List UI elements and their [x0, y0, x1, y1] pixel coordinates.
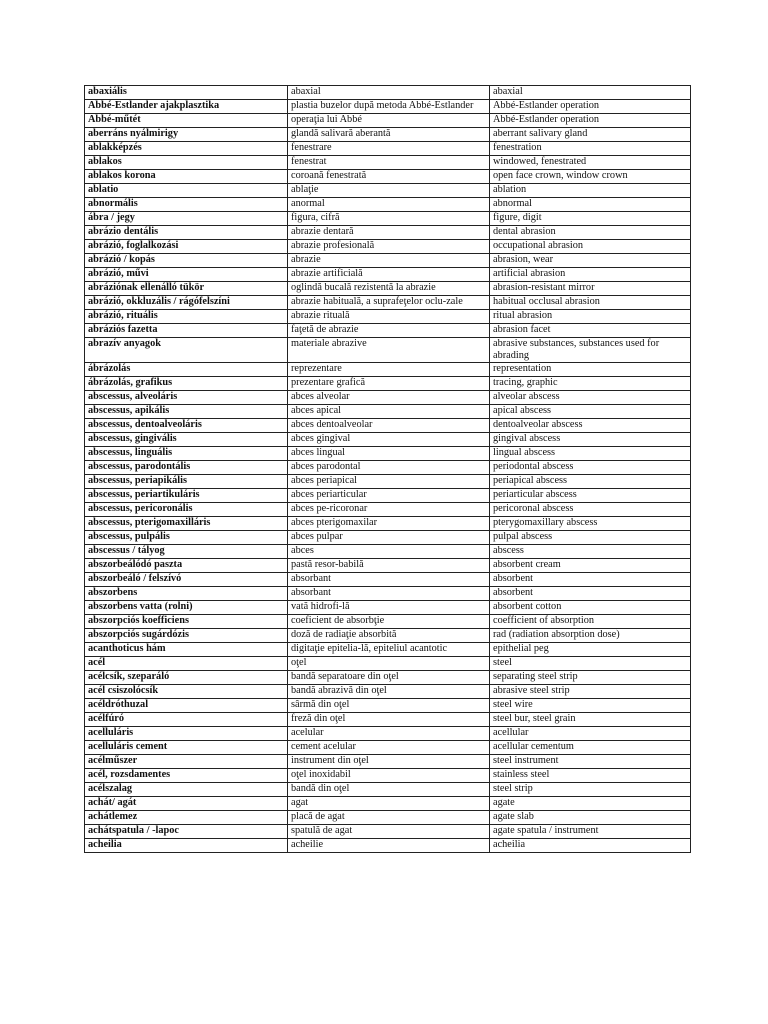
table-row — [85, 324, 691, 338]
term-english: tracing, graphic — [490, 377, 691, 391]
term-english: abrasion facet — [490, 324, 691, 338]
term-hungarian: abrázió, rituális — [85, 310, 288, 324]
table-row — [85, 671, 691, 685]
table-row — [85, 338, 691, 363]
term-hungarian: abscessus, alveoláris — [85, 391, 288, 405]
term-romanian: abrazie profesională — [288, 240, 490, 254]
term-english: dentoalveolar abscess — [490, 419, 691, 433]
term-english: Abbé-Estlander operation — [490, 100, 691, 114]
term-romanian: abaxial — [288, 86, 490, 100]
table-row — [85, 601, 691, 615]
term-english: pericoronal abscess — [490, 503, 691, 517]
term-romanian: materiale abrazive — [288, 338, 490, 363]
term-romanian: reprezentare — [288, 363, 490, 377]
term-romanian: prezentare grafică — [288, 377, 490, 391]
term-romanian: vată hidrofi-lă — [288, 601, 490, 615]
term-romanian: fenestrat — [288, 156, 490, 170]
table-row — [85, 377, 691, 391]
term-hungarian: ablatio — [85, 184, 288, 198]
term-hungarian: abszorbens vatta (rolni) — [85, 601, 288, 615]
term-romanian: oţel — [288, 657, 490, 671]
term-english: acellular — [490, 727, 691, 741]
term-hungarian: acelluláris — [85, 727, 288, 741]
term-english: absorbent — [490, 587, 691, 601]
table-row — [85, 475, 691, 489]
term-hungarian: abscessus, parodontális — [85, 461, 288, 475]
term-hungarian: acélcsík, szeparáló — [85, 671, 288, 685]
table-row — [85, 811, 691, 825]
term-romanian: spatulă de agat — [288, 825, 490, 839]
term-hungarian: abszorbeálódó paszta — [85, 559, 288, 573]
term-romanian: abces pe-ricoronar — [288, 503, 490, 517]
term-romanian: freză din oţel — [288, 713, 490, 727]
term-hungarian: abscessus / tályog — [85, 545, 288, 559]
term-romanian: abces pulpar — [288, 531, 490, 545]
term-romanian: faţetă de abrazie — [288, 324, 490, 338]
term-english: rad (radiation absorption dose) — [490, 629, 691, 643]
term-hungarian: abráziós fazetta — [85, 324, 288, 338]
term-hungarian: acélfúró — [85, 713, 288, 727]
table-row — [85, 363, 691, 377]
table-row — [85, 128, 691, 142]
table-row — [85, 573, 691, 587]
table-row — [85, 825, 691, 839]
term-romanian: abrazie artificială — [288, 268, 490, 282]
term-romanian: sârmă din oţel — [288, 699, 490, 713]
term-english: acheilia — [490, 839, 691, 853]
term-english: periapical abscess — [490, 475, 691, 489]
term-hungarian: abráziónak ellenálló tükör — [85, 282, 288, 296]
term-english: epithelial peg — [490, 643, 691, 657]
term-hungarian: abszorbeáló / felszívó — [85, 573, 288, 587]
term-english: abaxial — [490, 86, 691, 100]
term-hungarian: acél csiszolócsík — [85, 685, 288, 699]
table-row — [85, 433, 691, 447]
table-row — [85, 545, 691, 559]
term-romanian: abrazie dentară — [288, 226, 490, 240]
table-row — [85, 755, 691, 769]
table-row — [85, 769, 691, 783]
term-english: absorbent — [490, 573, 691, 587]
term-romanian: digitaţie epitelia-lă, epiteliul acantotic — [288, 643, 490, 657]
table-row — [85, 713, 691, 727]
term-hungarian: acél — [85, 657, 288, 671]
term-hungarian: achátlemez — [85, 811, 288, 825]
table-row — [85, 517, 691, 531]
term-romanian: plastia buzelor după metoda Abbé-Estlander — [288, 100, 490, 114]
term-romanian: doză de radiaţie absorbită — [288, 629, 490, 643]
table-row — [85, 170, 691, 184]
table-row — [85, 489, 691, 503]
term-hungarian: abscessus, pericoronális — [85, 503, 288, 517]
term-english: figure, digit — [490, 212, 691, 226]
term-hungarian: acélműszer — [85, 755, 288, 769]
table-row — [85, 461, 691, 475]
term-english: ritual abrasion — [490, 310, 691, 324]
table-row — [85, 100, 691, 114]
term-romanian: acheilie — [288, 839, 490, 853]
table-row — [85, 615, 691, 629]
term-romanian: abces alveolar — [288, 391, 490, 405]
table-row — [85, 240, 691, 254]
term-hungarian: acelluláris cement — [85, 741, 288, 755]
term-romanian: abces — [288, 545, 490, 559]
term-hungarian: Abbé-műtét — [85, 114, 288, 128]
table-row — [85, 142, 691, 156]
term-english: agate — [490, 797, 691, 811]
term-romanian: abces pterigomaxilar — [288, 517, 490, 531]
term-romanian: abrazie rituală — [288, 310, 490, 324]
term-hungarian: ábrázolás, grafikus — [85, 377, 288, 391]
term-hungarian: abrázió, foglalkozási — [85, 240, 288, 254]
table-row — [85, 559, 691, 573]
term-romanian: bandă separatoare din oţel — [288, 671, 490, 685]
table-row — [85, 643, 691, 657]
term-english: absorbent cotton — [490, 601, 691, 615]
term-romanian: oglindă bucală rezistentă la abrazie — [288, 282, 490, 296]
term-english: periodontal abscess — [490, 461, 691, 475]
term-hungarian: abscessus, pulpális — [85, 531, 288, 545]
term-hungarian: abrázio dentális — [85, 226, 288, 240]
term-romanian: acelular — [288, 727, 490, 741]
term-hungarian: ábrázolás — [85, 363, 288, 377]
term-english: gingival abscess — [490, 433, 691, 447]
table-row — [85, 797, 691, 811]
term-romanian: oţel inoxidabil — [288, 769, 490, 783]
table-row — [85, 699, 691, 713]
table-row — [85, 310, 691, 324]
term-romanian: abces dentoalveolar — [288, 419, 490, 433]
term-hungarian: abscessus, pterigomaxilláris — [85, 517, 288, 531]
table-row — [85, 86, 691, 100]
table-row — [85, 839, 691, 853]
term-hungarian: abrázió / kopás — [85, 254, 288, 268]
term-english: coefficient of absorption — [490, 615, 691, 629]
glossary-table — [84, 85, 691, 853]
table-row — [85, 296, 691, 310]
term-english: abscess — [490, 545, 691, 559]
term-english: periarticular abscess — [490, 489, 691, 503]
term-english: agate slab — [490, 811, 691, 825]
term-hungarian: ablakképzés — [85, 142, 288, 156]
table-row — [85, 184, 691, 198]
term-hungarian: ábra / jegy — [85, 212, 288, 226]
term-hungarian: ablakos korona — [85, 170, 288, 184]
table-row — [85, 405, 691, 419]
term-english: abnormal — [490, 198, 691, 212]
table-row — [85, 447, 691, 461]
term-english: abrasion-resistant mirror — [490, 282, 691, 296]
table-row — [85, 657, 691, 671]
term-english: windowed, fenestrated — [490, 156, 691, 170]
term-hungarian: acheilia — [85, 839, 288, 853]
term-english: aberrant salivary gland — [490, 128, 691, 142]
table-row — [85, 282, 691, 296]
term-hungarian: abscessus, apikális — [85, 405, 288, 419]
term-hungarian: ablakos — [85, 156, 288, 170]
term-english: abrasive substances, substances used for abrading — [490, 338, 691, 363]
term-english: abrasive steel strip — [490, 685, 691, 699]
term-hungarian: abrázió, okkluzális / rágófelszíni — [85, 296, 288, 310]
table-row — [85, 212, 691, 226]
glossary-body — [85, 86, 691, 853]
term-english: steel — [490, 657, 691, 671]
term-english: pulpal abscess — [490, 531, 691, 545]
term-romanian: figura, cifră — [288, 212, 490, 226]
term-english: steel instrument — [490, 755, 691, 769]
term-romanian: absorbant — [288, 573, 490, 587]
term-hungarian: abszorpciós sugárdózis — [85, 629, 288, 643]
term-romanian: bandă abrazivă din oţel — [288, 685, 490, 699]
term-hungarian: achátspatula / -lapoc — [85, 825, 288, 839]
term-english: steel bur, steel grain — [490, 713, 691, 727]
term-romanian: pastă resor-babilă — [288, 559, 490, 573]
term-romanian: coroană fenestrată — [288, 170, 490, 184]
term-romanian: coeficient de absorbţie — [288, 615, 490, 629]
term-hungarian: abrazív anyagok — [85, 338, 288, 363]
term-romanian: abces lingual — [288, 447, 490, 461]
table-row — [85, 114, 691, 128]
term-romanian: abces periarticular — [288, 489, 490, 503]
term-romanian: instrument din oţel — [288, 755, 490, 769]
term-english: acellular cementum — [490, 741, 691, 755]
term-english: separating steel strip — [490, 671, 691, 685]
term-hungarian: abscessus, linguális — [85, 447, 288, 461]
term-english: dental abrasion — [490, 226, 691, 240]
term-romanian: abces parodontal — [288, 461, 490, 475]
term-english: occupational abrasion — [490, 240, 691, 254]
term-romanian: fenestrare — [288, 142, 490, 156]
term-english: steel wire — [490, 699, 691, 713]
term-english: alveolar abscess — [490, 391, 691, 405]
table-row — [85, 629, 691, 643]
term-english: steel strip — [490, 783, 691, 797]
term-english: artificial abrasion — [490, 268, 691, 282]
table-row — [85, 198, 691, 212]
term-english: representation — [490, 363, 691, 377]
term-hungarian: abscessus, periartikuláris — [85, 489, 288, 503]
term-hungarian: acanthoticus hám — [85, 643, 288, 657]
term-romanian: glandă salivară aberantă — [288, 128, 490, 142]
term-romanian: placă de agat — [288, 811, 490, 825]
term-romanian: abrazie habituală, a suprafeţelor oclu-zale — [288, 296, 490, 310]
table-row — [85, 254, 691, 268]
term-hungarian: abscessus, dentoalveoláris — [85, 419, 288, 433]
term-romanian: abrazie — [288, 254, 490, 268]
term-english: abrasion, wear — [490, 254, 691, 268]
term-romanian: anormal — [288, 198, 490, 212]
table-row — [85, 741, 691, 755]
table-row — [85, 503, 691, 517]
term-english: Abbé-Estlander operation — [490, 114, 691, 128]
term-english: pterygomaxillary abscess — [490, 517, 691, 531]
term-romanian: ablaţie — [288, 184, 490, 198]
term-romanian: agat — [288, 797, 490, 811]
term-english: lingual abscess — [490, 447, 691, 461]
term-hungarian: abszorbens — [85, 587, 288, 601]
term-english: ablation — [490, 184, 691, 198]
table-row — [85, 783, 691, 797]
term-hungarian: abscessus, gingivális — [85, 433, 288, 447]
table-row — [85, 531, 691, 545]
table-row — [85, 685, 691, 699]
term-hungarian: abaxiális — [85, 86, 288, 100]
term-hungarian: acélszalag — [85, 783, 288, 797]
term-romanian: absorbant — [288, 587, 490, 601]
term-romanian: cement acelular — [288, 741, 490, 755]
table-row — [85, 268, 691, 282]
term-hungarian: Abbé-Estlander ajakplasztika — [85, 100, 288, 114]
table-row — [85, 391, 691, 405]
term-romanian: abces periapical — [288, 475, 490, 489]
term-english: stainless steel — [490, 769, 691, 783]
term-english: open face crown, window crown — [490, 170, 691, 184]
term-romanian: abces apical — [288, 405, 490, 419]
term-english: absorbent cream — [490, 559, 691, 573]
table-row — [85, 226, 691, 240]
term-english: fenestration — [490, 142, 691, 156]
term-english: apical abscess — [490, 405, 691, 419]
term-romanian: bandă din oţel — [288, 783, 490, 797]
table-row — [85, 419, 691, 433]
term-hungarian: abszorpciós koefficiens — [85, 615, 288, 629]
term-hungarian: acéldróthuzal — [85, 699, 288, 713]
term-hungarian: achát/ agát — [85, 797, 288, 811]
term-hungarian: acél, rozsdamentes — [85, 769, 288, 783]
term-romanian: abces gingival — [288, 433, 490, 447]
term-hungarian: abnormális — [85, 198, 288, 212]
table-row — [85, 587, 691, 601]
term-romanian: operaţia lui Abbé — [288, 114, 490, 128]
term-english: habitual occlusal abrasion — [490, 296, 691, 310]
term-english: agate spatula / instrument — [490, 825, 691, 839]
term-hungarian: abrázió, művi — [85, 268, 288, 282]
term-hungarian: aberráns nyálmirigy — [85, 128, 288, 142]
term-hungarian: abscessus, periapikális — [85, 475, 288, 489]
table-row — [85, 727, 691, 741]
table-row — [85, 156, 691, 170]
